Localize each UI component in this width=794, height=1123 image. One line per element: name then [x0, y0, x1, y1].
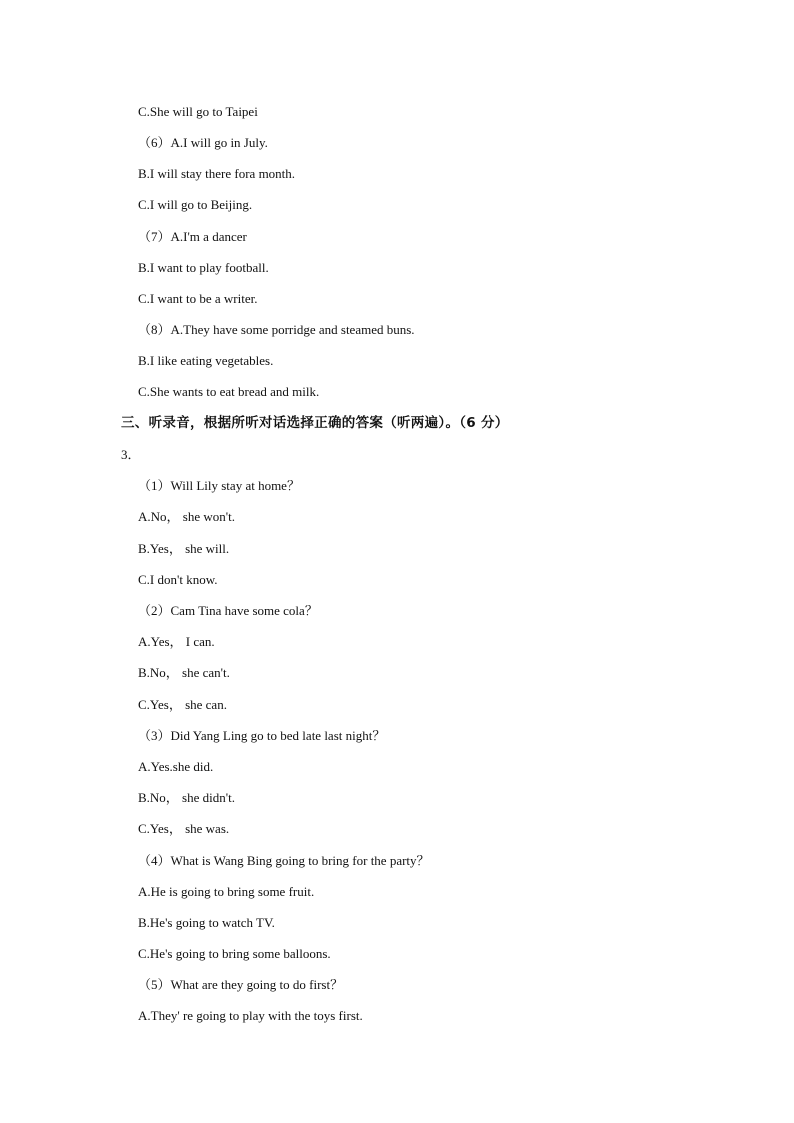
section3-heading: 三、听录音，根据所听对话选择正确的答案（听两遍）。（6 分） [121, 415, 509, 431]
s3-q3-prompt: （3）Did Yang Ling go to bed late last night？ [138, 728, 386, 743]
s3-q3-option-c: C.Yes， she was. [138, 821, 230, 836]
q6-prompt: （6）A.I will go in July. [138, 135, 268, 150]
s3-q2-option-b: B.No， she can't. [138, 665, 230, 680]
s3-q1-prompt: （1）Will Lily stay at home？ [138, 478, 300, 493]
s3-q2-prompt: （2）Cam Tina have some cola？ [138, 603, 318, 618]
q6-option-b: B.I will stay there fora month. [138, 166, 296, 181]
s3-q1-option-a: A.No， she won't. [138, 509, 235, 524]
s3-q4-option-a: A.He is going to bring some fruit. [138, 884, 315, 899]
s3-q5-prompt: （5）What are they going to do first？ [138, 977, 344, 992]
q6-option-c: C.I will go to Beijing. [138, 197, 253, 212]
q7-prompt: （7）A.I'm a dancer [138, 229, 247, 244]
s3-q3-option-b: B.No， she didn't. [138, 790, 235, 805]
q8-option-b: B.I like eating vegetables. [138, 353, 274, 368]
q5-option-c: C.She will go to Taipei [138, 104, 258, 119]
s3-q2-option-c: C.Yes， she can. [138, 697, 227, 712]
s3-q4-option-b: B.He's going to watch TV. [138, 915, 275, 930]
s3-q5-option-a: A.They' re going to play with the toys first. [138, 1008, 363, 1023]
s3-q2-option-a: A.Yes， I can. [138, 634, 215, 649]
s3-q4-prompt: （4）What is Wang Bing going to bring for the party？ [138, 853, 430, 868]
q8-prompt: （8）A.They have some porridge and steamed buns. [138, 322, 415, 337]
section3-number: 3． [121, 447, 141, 462]
s3-q3-option-a: A.Yes.she did. [138, 759, 214, 774]
q7-option-c: C.I want to be a writer. [138, 291, 258, 306]
s3-q4-option-c: C.He's going to bring some balloons. [138, 946, 331, 961]
q8-option-c: C.She wants to eat bread and milk. [138, 384, 320, 399]
s3-q1-option-b: B.Yes， she will. [138, 541, 230, 556]
q7-option-b: B.I want to play football. [138, 260, 269, 275]
s3-q1-option-c: C.I don't know. [138, 572, 218, 587]
